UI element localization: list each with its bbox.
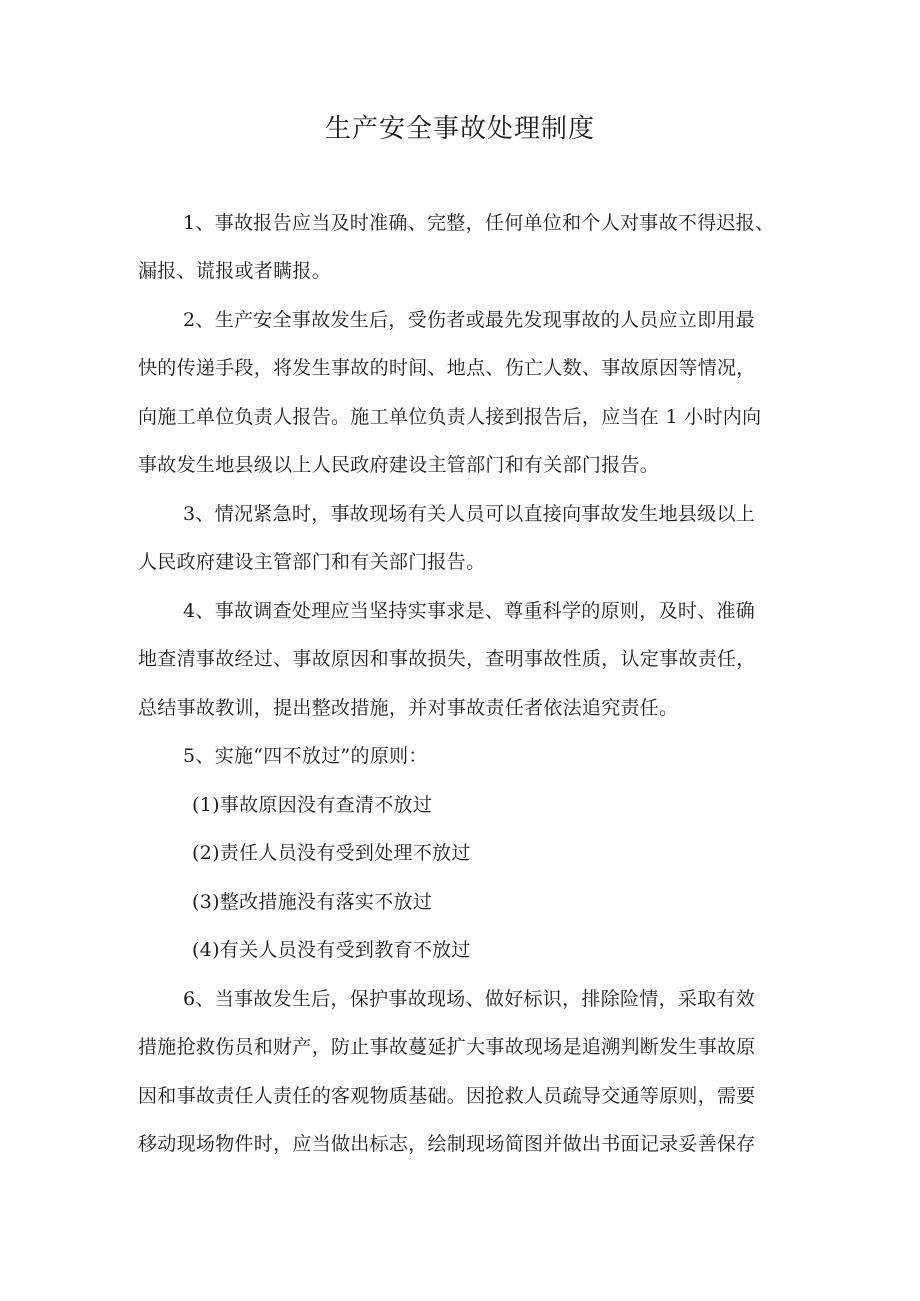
document-title: 生产安全事故处理制度	[324, 114, 595, 144]
text-line: 总结事故教训，提出整改措施，并对事故责任者依法追究责任。	[138, 697, 679, 719]
text-line: 因和事故责任人责任的客观物质基础。因抢救人员疏导交通等原则，需要	[138, 1085, 756, 1107]
text-line: (1)事故原因没有查清不放过	[192, 794, 433, 816]
text-line: (4)有关人员没有受到教育不放过	[192, 939, 471, 961]
text-line: 地查清事故经过、事故原因和事故损失，查明事故性质，认定事故责任，	[138, 648, 756, 670]
text-line: 6、当事故发生后，保护事故现场、做好标识，排除险情，采取有效	[183, 988, 756, 1010]
text-line: 向施工单位负责人报告。施工单位负责人接到报告后，应当在 1 小时内向	[138, 406, 762, 428]
text-line: 3、情况紧急时，事故现场有关人员可以直接向事故发生地县级以上	[183, 503, 756, 525]
text-line: 5、实施“四不放过”的原则：	[183, 745, 428, 767]
text-line: 漏报、谎报或者瞒报。	[138, 260, 332, 282]
text-line: 快的传递手段，将发生事故的时间、地点、伤亡人数、事故原因等情况，	[138, 357, 756, 379]
text-line: 人民政府建设主管部门和有关部门报告。	[138, 551, 486, 573]
text-line: (2)责任人员没有受到处理不放过	[192, 842, 471, 864]
text-line: 2、生产安全事故发生后，受伤者或最先发现事故的人员应立即用最	[183, 309, 756, 331]
text-line: 移动现场物件时，应当做出标志，绘制现场简图并做出书面记录妥善保存	[138, 1133, 756, 1155]
text-line: 措施抢救伤员和财产，防止事故蔓延扩大事故现场是追溯判断发生事故原	[138, 1036, 756, 1058]
text-line: 1、事故报告应当及时准确、完整，任何单位和个人对事故不得迟报、	[183, 212, 775, 234]
text-line: 4、事故调查处理应当坚持实事求是、尊重科学的原则，及时、准确	[183, 600, 756, 622]
text-line: 事故发生地县级以上人民政府建设主管部门和有关部门报告。	[138, 454, 660, 476]
text-line: (3)整改措施没有落实不放过	[192, 891, 433, 913]
